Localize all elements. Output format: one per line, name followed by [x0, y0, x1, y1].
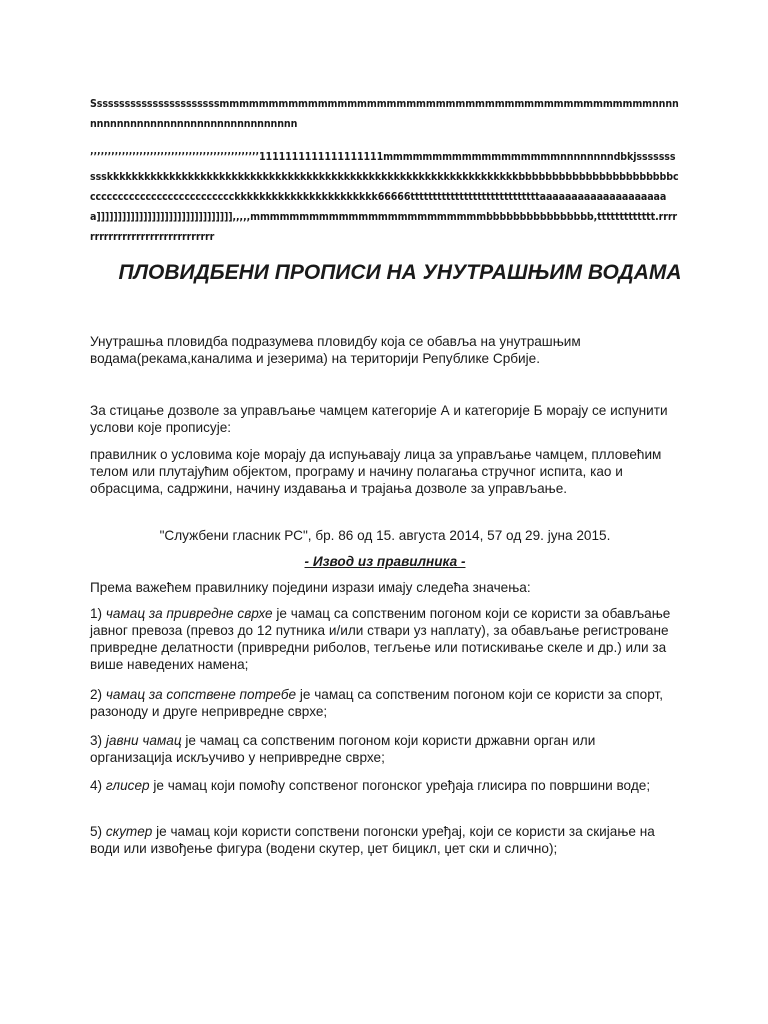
- document-title: ПЛОВИДБЕНИ ПРОПИСИ НА УНУТРАШЊИМ ВОДАМА: [118, 261, 682, 284]
- definition-term: јавни чамац: [105, 733, 182, 748]
- gazette-reference: "Службени гласник РС", бр. 86 од 15. августа 2014, 57 од 29. јуна 2015.: [159, 528, 611, 543]
- definition-text: је чамац који помоћу сопственог погонског уређаја глисира по површини воде;: [149, 778, 651, 793]
- definition-text: је чамац са сопственим погоном који се користи за спорт, разоноду и друге непривредне сврхе;: [90, 687, 663, 719]
- terms-intro: Према важећем правилнику поједини изрази имају следећа значења:: [90, 580, 531, 595]
- definition-term: глисер: [105, 778, 150, 793]
- definition-item: [90, 777, 680, 794]
- license-requirements-paragraph: За стицање дозволе за управљање чамцем категорије А и категорије Б морају се испунити услови које прописује:: [90, 403, 668, 435]
- definition-number: 2): [90, 687, 106, 702]
- excerpt-heading: - Извод из правилника -: [304, 554, 466, 569]
- definition-term: чамац за сопствене потребе: [105, 687, 297, 702]
- definition-item: [90, 823, 680, 857]
- definition-text: је чамац који користи сопствени погонски уређај, који се користи за скијање на води или извођење фигура (водени скутер, џет бицикл, џет ски и слично);: [90, 824, 655, 856]
- definition-text: је чамац са сопственим погоном који користи државни орган или организација искључиво у непривредне сврхе;: [90, 733, 596, 765]
- definition-term: чамац за привредне сврхе: [105, 606, 273, 621]
- definition-number: 5): [90, 824, 106, 839]
- definition-number: 1): [90, 606, 106, 621]
- regulation-paragraph: правилник о условима које морају да испуњавају лица за управљање чамцем, плловећим телом или плутајућим објектом, програму и начину полагања стручног испита, као и обрасцима, садржини, начину издавања и трајања дозволе за управљање.: [90, 447, 662, 496]
- definition-item: [90, 605, 680, 673]
- intro-paragraph: Унутрашња пловидба подразумева пловидбу која се обавља на унутрашњим водама(рекама,каналима и језерима) на територији Републике Србије.: [90, 334, 581, 366]
- definition-term: скутер: [105, 824, 153, 839]
- definition-number: 3): [90, 733, 106, 748]
- definition-text: је чамац са сопственим погоном који се користи за обављање јавног превоза (превоз до 12 путника и/или ствари уз наплату), за обављање регистроване привредне делатности (привредни риболов, тегљење или потискивање скеле и др.) или за више наведених намена;: [90, 606, 671, 672]
- definition-number: 4): [90, 778, 106, 793]
- garbage-text-line-1: Sssssssssssssssssssssssmmmmmmmmmmmmmmmmmmmmmmmmmmmmmmmmmmmmmmmmmmmmnnnnnnnnnnnnnnnnnnnnnnnnnnnnnnnnnnn: [90, 98, 679, 130]
- definition-item: [90, 732, 680, 766]
- definition-item: [90, 686, 680, 720]
- garbage-text-line-2: ’’’’’’’’’’’’’’’’’’’’’’’’’’’’’’’’’’’’’’’’’’’’’’’’1111111111111111111mmmmmmmmmmmmmmmmmmnnnnnnnndbkjsssssssssskkkkkkkkkkkkkkkkkkkkkkkkkkkkkkkkkkkkkkkkkkkkkkkkkkkkkkkkkkkkkkkkkkbbbbbbbbbbbbbbbbbbbbbbbccccccccccccccccccccccccccckkkkkkkkkkkkkkkkkkkkkkk66666tttttttttttttttttttttttttttttaaaaaaaaaaaaaaaaaaaaa]]]]]]]]]]]]]]]]]]]]]]]]]]]]]]]],,,,,mmmmmmmmmmmmmmmmmmmmmmmmbbbbbbbbbbbbbbbb,ttttttttttttt.rrrrrrrrrrrrrrrrrrrrrrrrrrrrrrr: [90, 151, 679, 243]
